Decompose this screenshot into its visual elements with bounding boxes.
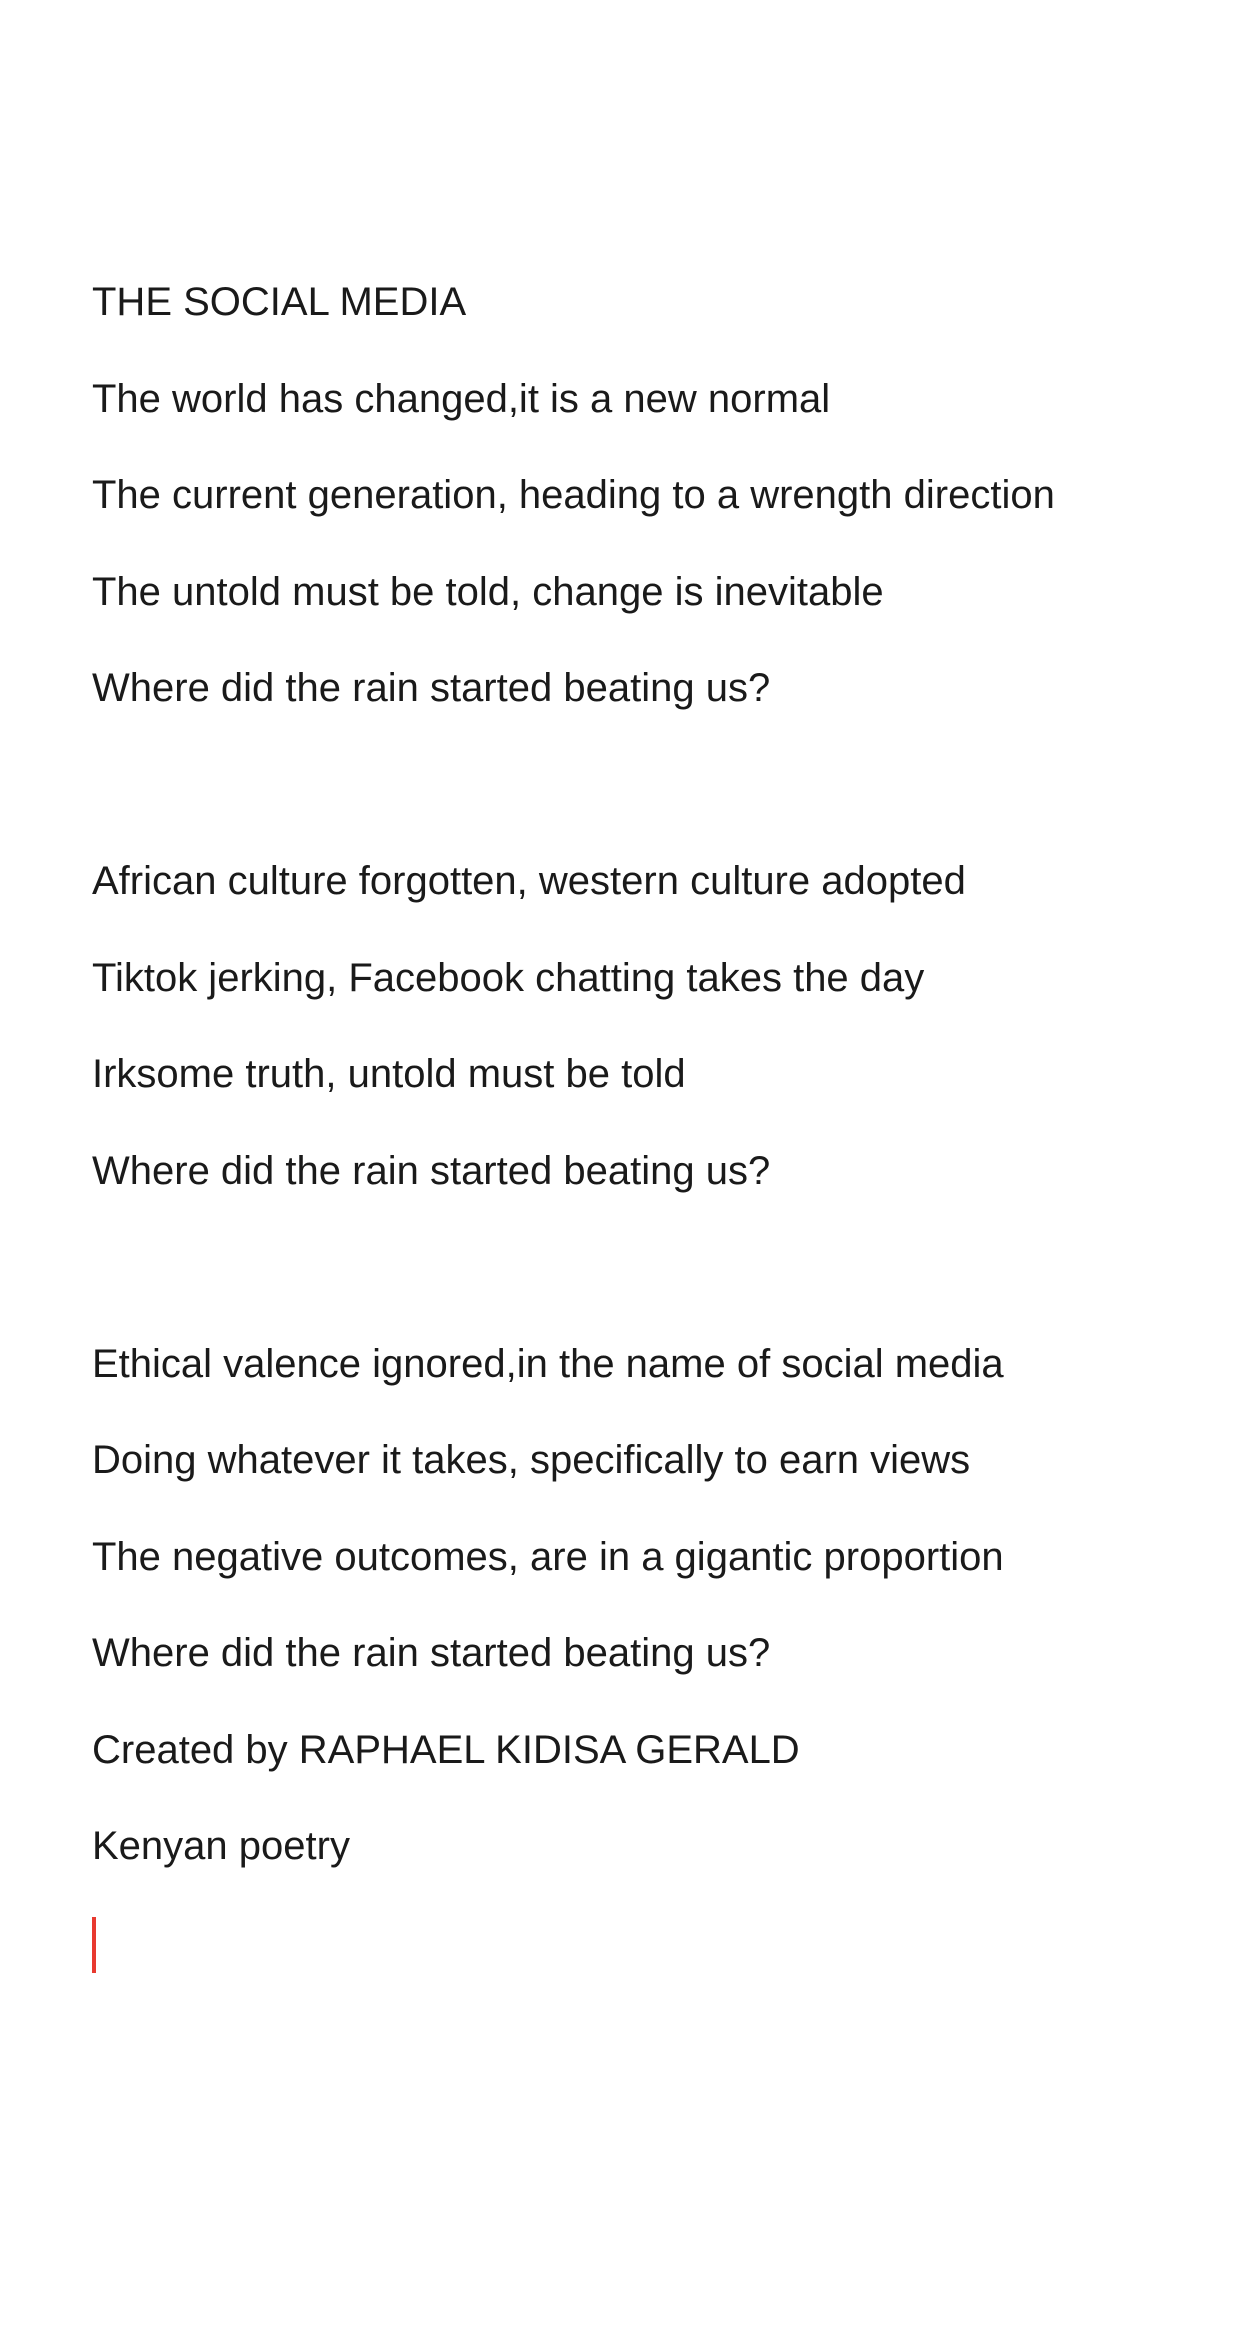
poem-line: Irksome truth, untold must be told xyxy=(92,1052,686,1096)
text-cursor[interactable] xyxy=(92,1917,96,1973)
poem-line: Where did the rain started beating us? xyxy=(92,666,771,710)
poem-title: THE SOCIAL MEDIA xyxy=(92,280,467,324)
stanza-break xyxy=(92,1235,1202,1332)
poem-footer: Kenyan poetry xyxy=(92,1824,350,1868)
poem-line: Ethical valence ignored,in the name of social media xyxy=(92,1341,1004,1386)
poem-line: Doing whatever it takes, specifically to earn views xyxy=(92,1438,971,1482)
poem-line: Where did the rain started beating us? xyxy=(92,1631,771,1675)
poem-credit: Created by RAPHAEL KIDISA GERALD xyxy=(92,1727,800,1772)
poem-line: Tiktok jerking, Facebook chatting takes the day xyxy=(92,955,925,1000)
poem-line: The current generation, heading to a wrength direction xyxy=(92,473,1055,517)
document-text-body[interactable] xyxy=(92,270,1202,1973)
stanza-break xyxy=(92,753,1202,850)
poem-line: The world has changed,it is a new normal xyxy=(92,376,831,421)
poem-line: African culture forgotten, western culture adopted xyxy=(92,859,966,903)
poem-line: The negative outcomes, are in a gigantic proportion xyxy=(92,1534,1004,1579)
poem-line: Where did the rain started beating us? xyxy=(92,1148,771,1193)
poem-line: The untold must be told, change is inevitable xyxy=(92,569,884,614)
